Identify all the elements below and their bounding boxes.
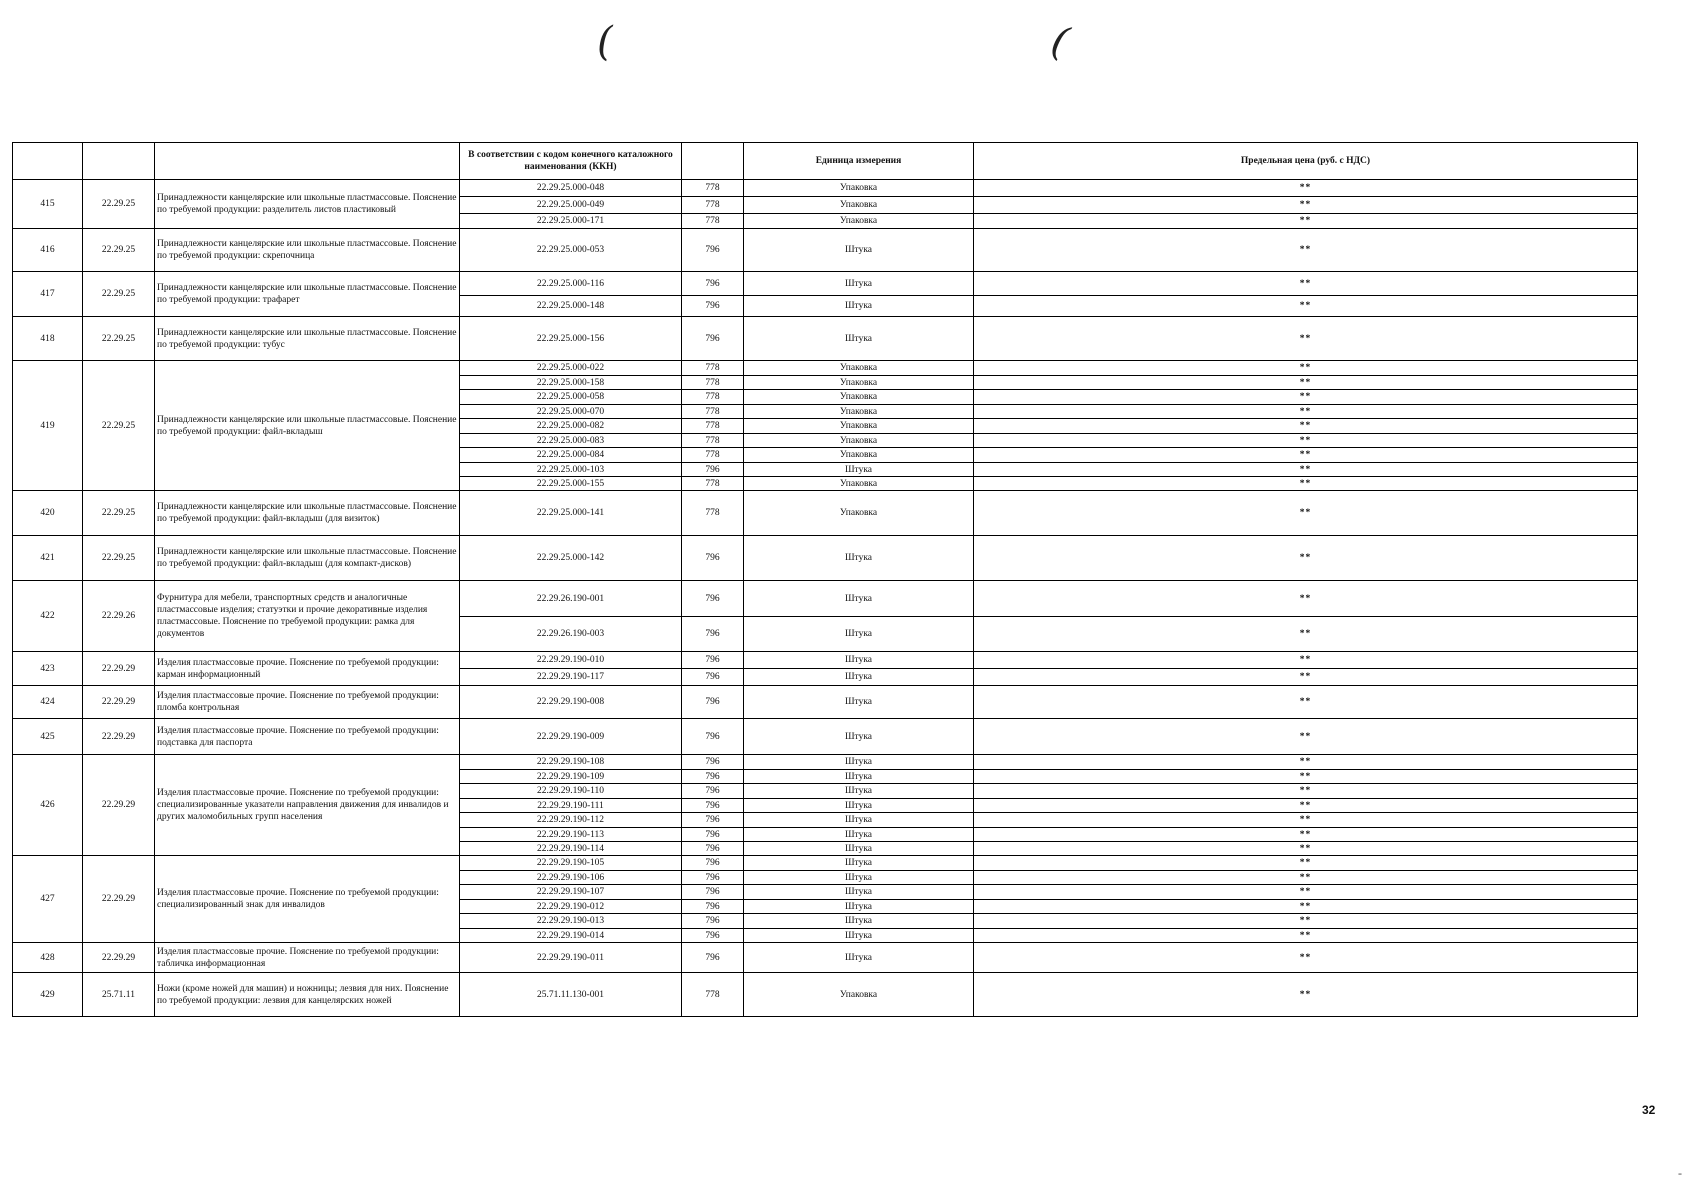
cell-okei: 796	[682, 686, 744, 719]
cell-kkn-code: 22.29.29.190-106	[460, 871, 682, 885]
cell-kkn-code: 22.29.25.000-103	[460, 463, 682, 477]
cell-kkn-code: 22.29.25.000-141	[460, 491, 682, 536]
cell-description: Принадлежности канцелярские или школьные пластмассовые. Пояснение по требуемой продукции: тубус	[155, 317, 460, 361]
cell-kkn-code: 22.29.29.190-108	[460, 755, 682, 770]
cell-kkn-code: 22.29.29.190-010	[460, 652, 682, 669]
cell-okei: 796	[682, 784, 744, 799]
cell-unit: Упаковка	[744, 434, 974, 448]
cell-okpd: 22.29.29	[83, 652, 155, 686]
cell-okpd: 22.29.25	[83, 491, 155, 536]
cell-unit: Штука	[744, 317, 974, 361]
cell-kkn-code: 22.29.25.000-048	[460, 180, 682, 197]
cell-okei: 778	[682, 361, 744, 376]
cell-kkn-code: 22.29.26.190-001	[460, 581, 682, 617]
cell-unit: Упаковка	[744, 361, 974, 376]
cell-price: **	[974, 197, 1638, 214]
cell-okei: 796	[682, 755, 744, 770]
cell-kkn-code: 22.29.29.190-008	[460, 686, 682, 719]
cell-okpd: 22.29.29	[83, 686, 155, 719]
cell-kkn-code: 22.29.25.000-142	[460, 536, 682, 581]
cell-number: 416	[13, 229, 83, 272]
cell-kkn-code: 22.29.29.190-012	[460, 900, 682, 914]
cell-price: **	[974, 929, 1638, 943]
cell-okei: 796	[682, 842, 744, 856]
cell-kkn-code: 22.29.25.000-084	[460, 448, 682, 463]
cell-price: **	[974, 842, 1638, 856]
cell-price: **	[974, 180, 1638, 197]
header-okei	[682, 143, 744, 180]
cell-price: **	[974, 871, 1638, 885]
cell-okei: 778	[682, 419, 744, 434]
cell-okei: 796	[682, 929, 744, 943]
cell-okei: 778	[682, 180, 744, 197]
cell-description: Принадлежности канцелярские или школьные пластмассовые. Пояснение по требуемой продукции: файл-вкладыш (для визиток)	[155, 491, 460, 536]
cell-kkn-code: 22.29.29.190-117	[460, 669, 682, 686]
cell-okei: 796	[682, 856, 744, 871]
cell-kkn-code: 22.29.29.190-112	[460, 813, 682, 828]
cell-kkn-code: 22.29.25.000-082	[460, 419, 682, 434]
cell-kkn-code: 22.29.29.190-013	[460, 914, 682, 929]
cell-okei: 778	[682, 434, 744, 448]
cell-number: 426	[13, 755, 83, 856]
cell-kkn-code: 22.29.25.000-022	[460, 361, 682, 376]
cell-unit: Штука	[744, 929, 974, 943]
cell-number: 421	[13, 536, 83, 581]
cell-okpd: 22.29.25	[83, 536, 155, 581]
table-header-row	[13, 143, 1638, 180]
corner-mark: -	[1678, 1166, 1682, 1180]
cell-unit: Упаковка	[744, 197, 974, 214]
table-row	[13, 755, 1638, 770]
cell-okei: 778	[682, 390, 744, 405]
cell-unit: Штука	[744, 871, 974, 885]
cell-number: 425	[13, 719, 83, 755]
cell-unit: Штука	[744, 755, 974, 770]
cell-number: 427	[13, 856, 83, 943]
table-row	[13, 973, 1638, 1017]
cell-price: **	[974, 463, 1638, 477]
cell-price: **	[974, 434, 1638, 448]
cell-okei: 796	[682, 914, 744, 929]
cell-price: **	[974, 799, 1638, 813]
table-row	[13, 180, 1638, 197]
cell-price: **	[974, 317, 1638, 361]
table-row	[13, 581, 1638, 617]
cell-okei: 796	[682, 317, 744, 361]
cell-price: **	[974, 784, 1638, 799]
cell-okpd: 22.29.25	[83, 317, 155, 361]
cell-price: **	[974, 900, 1638, 914]
cell-okpd: 22.29.29	[83, 943, 155, 973]
cell-description: Изделия пластмассовые прочие. Пояснение по требуемой продукции: карман информационный	[155, 652, 460, 686]
table-row	[13, 652, 1638, 669]
cell-number: 418	[13, 317, 83, 361]
cell-kkn-code: 22.29.29.190-110	[460, 784, 682, 799]
cell-number: 423	[13, 652, 83, 686]
cell-kkn-code: 22.29.25.000-155	[460, 477, 682, 491]
cell-price: **	[974, 581, 1638, 617]
cell-unit: Штука	[744, 842, 974, 856]
cell-unit: Штука	[744, 581, 974, 617]
table-row	[13, 719, 1638, 755]
cell-kkn-code: 25.71.11.130-001	[460, 973, 682, 1017]
cell-kkn-code: 22.29.26.190-003	[460, 617, 682, 652]
header-description	[155, 143, 460, 180]
cell-okpd: 25.71.11	[83, 973, 155, 1017]
cell-okei: 778	[682, 376, 744, 390]
cell-price: **	[974, 943, 1638, 973]
cell-unit: Штука	[744, 686, 974, 719]
cell-okei: 796	[682, 272, 744, 296]
cell-okei: 796	[682, 770, 744, 784]
cell-price: **	[974, 686, 1638, 719]
cell-kkn-code: 22.29.29.190-109	[460, 770, 682, 784]
table-row	[13, 856, 1638, 871]
cell-unit: Упаковка	[744, 405, 974, 419]
cell-okei: 778	[682, 405, 744, 419]
table-body	[13, 180, 1638, 1017]
cell-unit: Упаковка	[744, 448, 974, 463]
cell-unit: Упаковка	[744, 390, 974, 405]
cell-price: **	[974, 617, 1638, 652]
cell-okei: 796	[682, 799, 744, 813]
price-table	[12, 142, 1638, 1017]
table-row	[13, 686, 1638, 719]
cell-price: **	[974, 390, 1638, 405]
cell-number: 415	[13, 180, 83, 229]
cell-okpd: 22.29.25	[83, 272, 155, 317]
cell-kkn-code: 22.29.25.000-171	[460, 214, 682, 229]
cell-kkn-code: 22.29.25.000-083	[460, 434, 682, 448]
cell-unit: Упаковка	[744, 477, 974, 491]
cell-okei: 796	[682, 943, 744, 973]
cell-description: Фурнитура для мебели, транспортных средств и аналогичные пластмассовые изделия; статуэтки и прочие декоративные изделия пластмассовые. Пояснение по требуемой продукции: рамка для документов	[155, 581, 460, 652]
cell-unit: Штука	[744, 719, 974, 755]
cell-okei: 796	[682, 581, 744, 617]
header-kkn: В соответствии с кодом конечного каталожного наименования (ККН)	[460, 143, 682, 180]
cell-okei: 796	[682, 719, 744, 755]
cell-unit: Штука	[744, 900, 974, 914]
cell-price: **	[974, 770, 1638, 784]
cell-okei: 796	[682, 617, 744, 652]
cell-number: 428	[13, 943, 83, 973]
cell-price: **	[974, 477, 1638, 491]
cell-kkn-code: 22.29.25.000-049	[460, 197, 682, 214]
cell-kkn-code: 22.29.29.190-107	[460, 885, 682, 900]
cell-price: **	[974, 229, 1638, 272]
cell-kkn-code: 22.29.25.000-116	[460, 272, 682, 296]
cell-okei: 778	[682, 448, 744, 463]
cell-kkn-code: 22.29.29.190-011	[460, 943, 682, 973]
cell-price: **	[974, 813, 1638, 828]
cell-kkn-code: 22.29.29.190-105	[460, 856, 682, 871]
table-row	[13, 491, 1638, 536]
cell-unit: Штука	[744, 770, 974, 784]
cell-unit: Упаковка	[744, 419, 974, 434]
cell-okei: 796	[682, 900, 744, 914]
cell-kkn-code: 22.29.29.190-114	[460, 842, 682, 856]
cell-unit: Штука	[744, 617, 974, 652]
cell-price: **	[974, 536, 1638, 581]
cell-okpd: 22.29.29	[83, 856, 155, 943]
cell-price: **	[974, 755, 1638, 770]
cell-okei: 796	[682, 871, 744, 885]
cell-description: Принадлежности канцелярские или школьные пластмассовые. Пояснение по требуемой продукции: скрепочница	[155, 229, 460, 272]
cell-number: 417	[13, 272, 83, 317]
cell-kkn-code: 22.29.29.190-014	[460, 929, 682, 943]
cell-kkn-code: 22.29.29.190-111	[460, 799, 682, 813]
cell-unit: Штука	[744, 856, 974, 871]
cell-okei: 796	[682, 885, 744, 900]
cell-unit: Штука	[744, 463, 974, 477]
cell-unit: Штука	[744, 914, 974, 929]
cell-kkn-code: 22.29.25.000-070	[460, 405, 682, 419]
cell-price: **	[974, 296, 1638, 317]
left-bracket-mark: (	[597, 19, 613, 65]
cell-okpd: 22.29.29	[83, 719, 155, 755]
cell-kkn-code: 22.29.25.000-156	[460, 317, 682, 361]
cell-unit: Упаковка	[744, 973, 974, 1017]
cell-unit: Штука	[744, 784, 974, 799]
cell-number: 419	[13, 361, 83, 491]
cell-okei: 796	[682, 229, 744, 272]
cell-unit: Штука	[744, 272, 974, 296]
cell-kkn-code: 22.29.29.190-113	[460, 828, 682, 842]
cell-unit: Упаковка	[744, 214, 974, 229]
cell-unit: Штука	[744, 536, 974, 581]
cell-number: 424	[13, 686, 83, 719]
header-okpd	[83, 143, 155, 180]
cell-okei: 778	[682, 491, 744, 536]
cell-kkn-code: 22.29.25.000-148	[460, 296, 682, 317]
cell-number: 420	[13, 491, 83, 536]
cell-price: **	[974, 448, 1638, 463]
cell-unit: Упаковка	[744, 376, 974, 390]
cell-okpd: 22.29.25	[83, 361, 155, 491]
cell-okei: 796	[682, 463, 744, 477]
cell-okei: 796	[682, 828, 744, 842]
cell-unit: Упаковка	[744, 180, 974, 197]
cell-number: 422	[13, 581, 83, 652]
cell-unit: Штука	[744, 885, 974, 900]
cell-description: Изделия пластмассовые прочие. Пояснение по требуемой продукции: табличка информационная	[155, 943, 460, 973]
cell-kkn-code: 22.29.29.190-009	[460, 719, 682, 755]
cell-unit: Штука	[744, 943, 974, 973]
table-row	[13, 361, 1638, 376]
cell-unit: Штука	[744, 296, 974, 317]
cell-number: 429	[13, 973, 83, 1017]
cell-description: Изделия пластмассовые прочие. Пояснение по требуемой продукции: пломба контрольная	[155, 686, 460, 719]
cell-price: **	[974, 885, 1638, 900]
cell-price: **	[974, 361, 1638, 376]
cell-price: **	[974, 376, 1638, 390]
cell-price: **	[974, 719, 1638, 755]
cell-okei: 778	[682, 214, 744, 229]
cell-price: **	[974, 828, 1638, 842]
cell-price: **	[974, 405, 1638, 419]
cell-description: Изделия пластмассовые прочие. Пояснение по требуемой продукции: специализированный знак для инвалидов	[155, 856, 460, 943]
cell-unit: Штука	[744, 229, 974, 272]
cell-description: Изделия пластмассовые прочие. Пояснение по требуемой продукции: специализированные указатели направления движения для инвалидов и других маломобильных групп населения	[155, 755, 460, 856]
cell-okei: 796	[682, 652, 744, 669]
table-row	[13, 317, 1638, 361]
cell-okei: 796	[682, 536, 744, 581]
page-number: 32	[1642, 1103, 1656, 1117]
header-no	[13, 143, 83, 180]
cell-description: Принадлежности канцелярские или школьные пластмассовые. Пояснение по требуемой продукции: разделитель листов пластиковый	[155, 180, 460, 229]
cell-okpd: 22.29.26	[83, 581, 155, 652]
cell-okpd: 22.29.29	[83, 755, 155, 856]
cell-kkn-code: 22.29.25.000-053	[460, 229, 682, 272]
cell-description: Ножи (кроме ножей для машин) и ножницы; лезвия для них. Пояснение по требуемой продукции: лезвия для канцелярских ножей	[155, 973, 460, 1017]
cell-kkn-code: 22.29.25.000-058	[460, 390, 682, 405]
cell-price: **	[974, 272, 1638, 296]
cell-okpd: 22.29.25	[83, 180, 155, 229]
cell-price: **	[974, 652, 1638, 669]
header-price: Предельная цена (руб. с НДС)	[974, 143, 1638, 180]
cell-okei: 778	[682, 197, 744, 214]
cell-price: **	[974, 419, 1638, 434]
cell-okei: 778	[682, 477, 744, 491]
cell-unit: Штука	[744, 652, 974, 669]
cell-okei: 796	[682, 296, 744, 317]
table-row	[13, 536, 1638, 581]
cell-unit: Штука	[744, 828, 974, 842]
cell-unit: Штука	[744, 813, 974, 828]
cell-description: Принадлежности канцелярские или школьные пластмассовые. Пояснение по требуемой продукции: файл-вкладыш	[155, 361, 460, 491]
cell-okpd: 22.29.25	[83, 229, 155, 272]
table-row	[13, 272, 1638, 296]
cell-price: **	[974, 491, 1638, 536]
cell-okei: 796	[682, 669, 744, 686]
cell-description: Принадлежности канцелярские или школьные пластмассовые. Пояснение по требуемой продукции: файл-вкладыш (для компакт-дисков)	[155, 536, 460, 581]
cell-price: **	[974, 669, 1638, 686]
table-row	[13, 943, 1638, 973]
cell-unit: Штука	[744, 669, 974, 686]
cell-price: **	[974, 914, 1638, 929]
cell-kkn-code: 22.29.25.000-158	[460, 376, 682, 390]
table-row	[13, 229, 1638, 272]
cell-price: **	[974, 973, 1638, 1017]
cell-okei: 796	[682, 813, 744, 828]
header-unit: Единица измерения	[744, 143, 974, 180]
cell-price: **	[974, 856, 1638, 871]
cell-unit: Упаковка	[744, 491, 974, 536]
right-bracket-mark: (	[1046, 17, 1073, 67]
cell-unit: Штука	[744, 799, 974, 813]
cell-description: Изделия пластмассовые прочие. Пояснение по требуемой продукции: подставка для паспорта	[155, 719, 460, 755]
cell-okei: 778	[682, 973, 744, 1017]
cell-price: **	[974, 214, 1638, 229]
cell-description: Принадлежности канцелярские или школьные пластмассовые. Пояснение по требуемой продукции: трафарет	[155, 272, 460, 317]
